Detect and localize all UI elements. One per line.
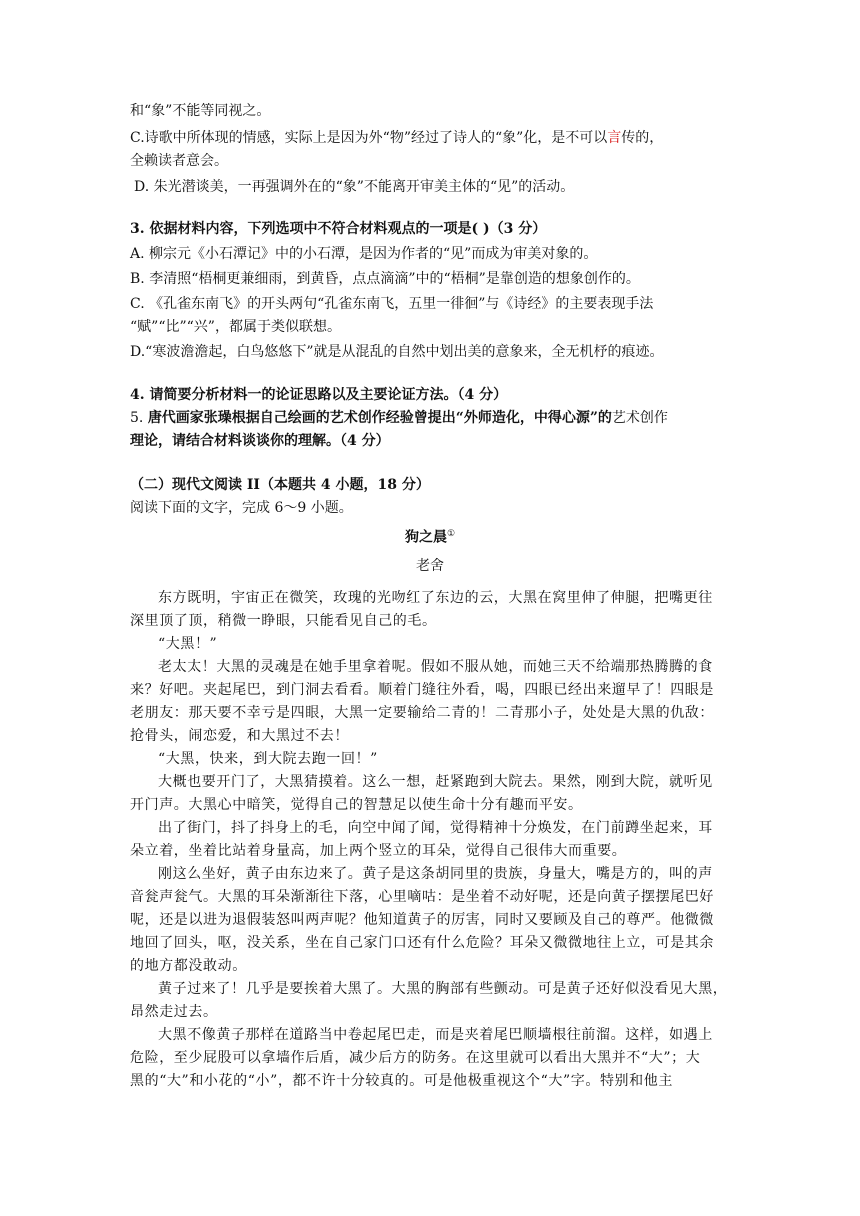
story-line: 大黑不像黄子那样在道路当中卷起尾巴走，而是夹着尾巴顺墙根往前溜。这样，如遇上 xyxy=(158,1027,713,1043)
q2-option-c xyxy=(130,127,663,149)
story-line: 抢骨头，闹恋爱，和大黑过不去！ xyxy=(130,728,349,744)
q3-option-b: B. 李清照“梧桐更兼细雨，到黄昏，点点滴滴”中的“梧桐”是靠创造的想象创作的。 xyxy=(130,271,640,287)
story-line: 老朋友：那天要不幸亏是四眼，大黑一定要输给二青的！二青那小子，处处是大黑的仇敌： xyxy=(130,705,714,721)
story-title xyxy=(0,523,860,549)
q5-stem-line2: 理论，请结合材料谈谈你的理解。（4 分） xyxy=(130,433,390,449)
story-author: 老舍 xyxy=(416,558,444,574)
story-line: “大黑，快来，到大院去跑一回！” xyxy=(158,751,378,767)
story-line: 呢，还是以进为退假装怒叫两声呢？他知道黄子的厉害，同时又要顾及自己的尊严。他微微 xyxy=(130,912,714,928)
footnote-mark: ① xyxy=(446,529,456,539)
story-line: 刚这么坐好，黄子由东边来了。黄子是这条胡同里的贵族，身量大，嘴是方的，叫的声 xyxy=(158,866,713,882)
story-line: 危险，至少屁股可以拿墙作后盾，减少后方的防务。在这里就可以看出大黑并不“大”；大 xyxy=(130,1050,701,1066)
q2-option-b-tail: 和“象”不能等同视之。 xyxy=(130,103,271,119)
q3-option-c-line2: “赋”“比”“兴”，都属于类似联想。 xyxy=(130,319,341,335)
q4-stem: 4. 请简要分析材料一的论证思路以及主要论证方法。（4 分） xyxy=(130,387,508,403)
story-line: 地回了回头，呕，没关系，坐在自己家门口还有什么危险？耳朵又微微地往上立，可是其余 xyxy=(130,935,714,951)
story-line: 开门声。大黑心中暗笑，觉得自己的智慧足以使生命十分有趣而平安。 xyxy=(130,797,583,813)
story-line: 黑的“大”和小花的“小”，都不许十分较真的。可是他极重视这个“大”字。特别和他主 xyxy=(130,1073,673,1089)
story-line: 音瓮声瓮气。大黑的耳朵渐渐往下落，心里嘀咕：是坐着不动好呢，还是向黄子摆摆尾巴好 xyxy=(130,889,714,905)
story-line: “大黑！” xyxy=(158,636,218,652)
story-line: 大概也要开门了，大黑猜摸着。这么一想，赶紧跑到大院去。果然，刚到大院，就听见 xyxy=(158,774,713,790)
q2-option-d: D. 朱光潜谈美，一再强调外在的“象”不能离开审美主体的“见”的活动。 xyxy=(134,179,575,195)
q2-option-c-line2: 全赖读者意会。 xyxy=(130,153,228,169)
q5-number: 5. xyxy=(130,410,148,426)
story-line: 昂然走过去。 xyxy=(130,1004,218,1020)
q2-option-c-red-char: 言 xyxy=(607,130,622,146)
q5-stem xyxy=(130,407,668,429)
story-line: 黄子过来了！几乎是要挨着大黑了。大黑的胸部有些颤动。可是黄子还好似没看见大黑， xyxy=(158,981,728,997)
q3-option-c: C. 《孔雀东南飞》的开头两句“孔雀东南飞，五里一徘徊”与《诗经》的主要表现手法 xyxy=(130,296,654,312)
q3-option-d: D.“寒波澹澹起，白鸟悠悠下”就是从混乱的自然中划出美的意象来，全无机杼的痕迹。 xyxy=(130,344,664,360)
story-line: 来？好吧。夹起尾巴，到门洞去看看。顺着门缝往外看，喝，四眼已经出来遛早了！四眼是 xyxy=(130,682,714,698)
story-line: 深里顶了顶，稍微一睁眼，只能看见自己的毛。 xyxy=(130,613,437,629)
story-line: 朵立着，坐着比站着身量高，加上两个竖立的耳朵，觉得自己很伟大而重要。 xyxy=(130,843,627,859)
q3-stem: 3. 依据材料内容，下列选项中不符合材料观点的一项是( )（3 分） xyxy=(130,221,547,237)
q2-option-c-text: C.诗歌中所体现的情感，实际上是因为外“物”经过了诗人的“象”化，是不可以 xyxy=(130,130,608,146)
story-line: 老太太！大黑的灵魂是在她手里拿着呢。假如不服从她，而她三天不给端那热腾腾的食 xyxy=(158,659,713,675)
q5-text-normal: 艺术创作 xyxy=(611,410,668,426)
story-line: 出了街门，抖了抖身上的毛，向空中闻了闻，觉得精神十分焕发，在门前蹲坐起来，耳 xyxy=(158,820,713,836)
q3-option-a: A. 柳宗元《小石潭记》中的小石潭，是因为作者的“见”而成为审美对象的。 xyxy=(130,246,598,262)
q2-option-c-end: 传的， xyxy=(621,130,664,146)
section-instruction: 阅读下面的文字，完成 6～9 小题。 xyxy=(130,500,353,516)
story-line: 东方既明，宇宙正在微笑，玫瑰的光吻红了东边的云，大黑在窝里伸了伸腿，把嘴更往 xyxy=(158,590,713,606)
story-title-text: 狗之晨 xyxy=(404,529,447,546)
story-line: 的地方都没敢动。 xyxy=(130,958,247,974)
q5-text-bold: 唐代画家张璪根据自己绘画的艺术创作经验曾提出“外师造化，中得心源”的 xyxy=(147,410,612,426)
section-heading: （二）现代文阅读 II（本题共 4 小题，18 分） xyxy=(130,477,430,493)
